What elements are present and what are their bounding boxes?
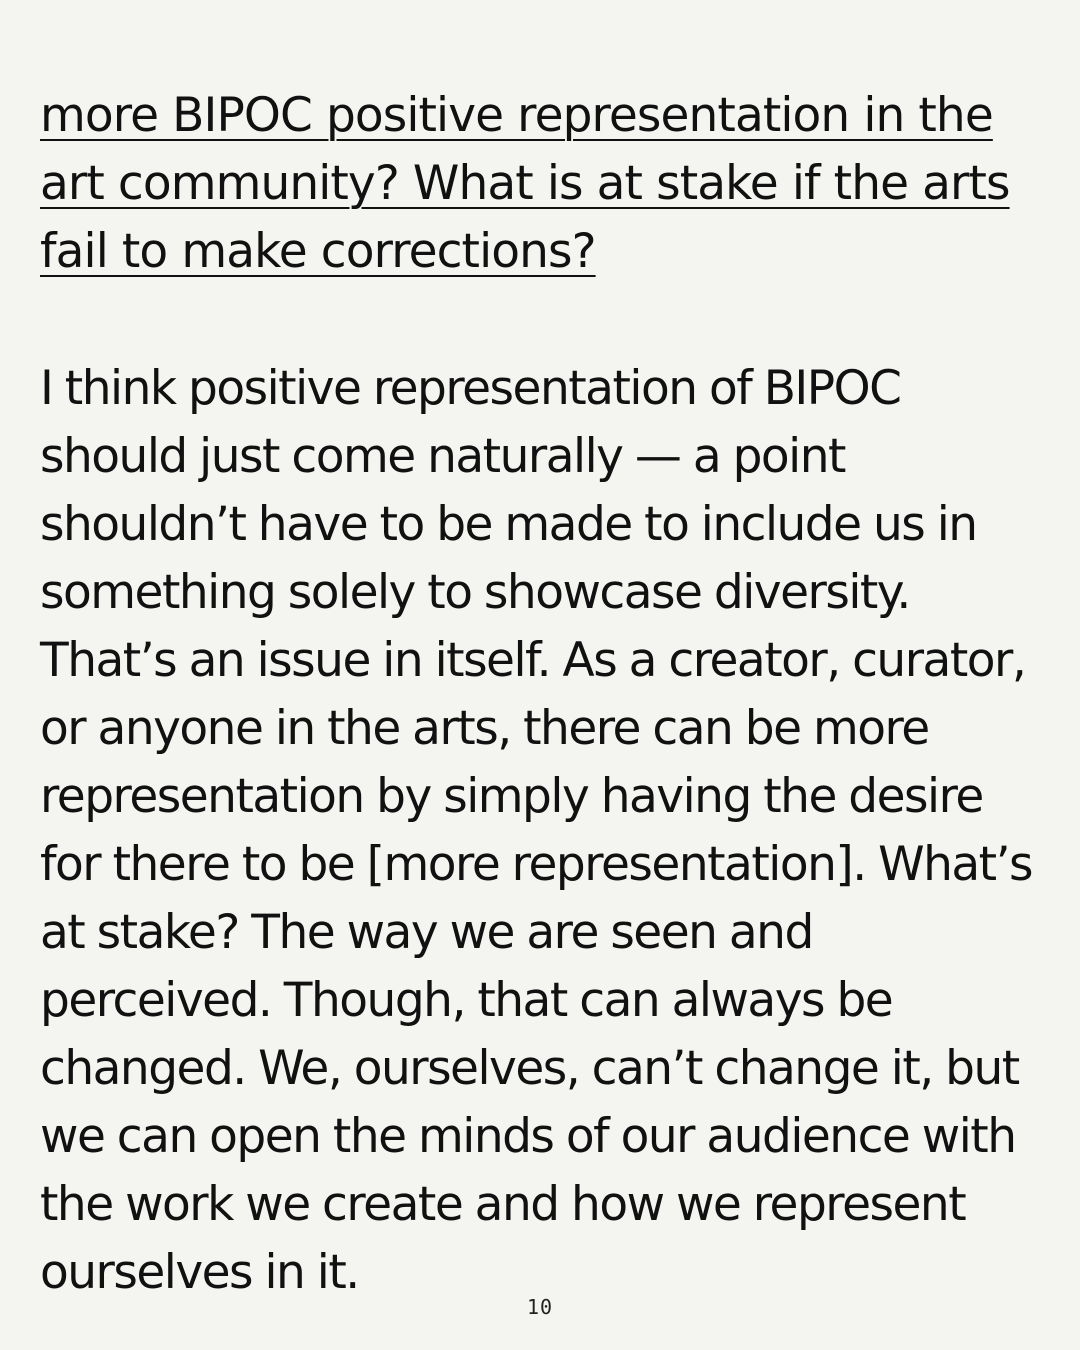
interview-question: more BIPOC positive representation in the art community? What is at stake if the arts fail to make corrections? (40, 88, 1010, 279)
page-number: 10 (526, 1295, 554, 1319)
interview-answer: I think positive representation of BIPOC should just come naturally — a point shouldn’t have to be made to include us in something solely to showcase diversity. That’s an issue in itself. As a creator, curator, or anyone in the arts, there can be more representation by simply having the desire for there to be [more representation]. What’s at stake? The way we are seen and perceived. Though, that can always be changed. We, ourselves, can’t change it, but we can open the minds of our audience with the work we create and how we represent ourselves in it. (40, 361, 1033, 1300)
